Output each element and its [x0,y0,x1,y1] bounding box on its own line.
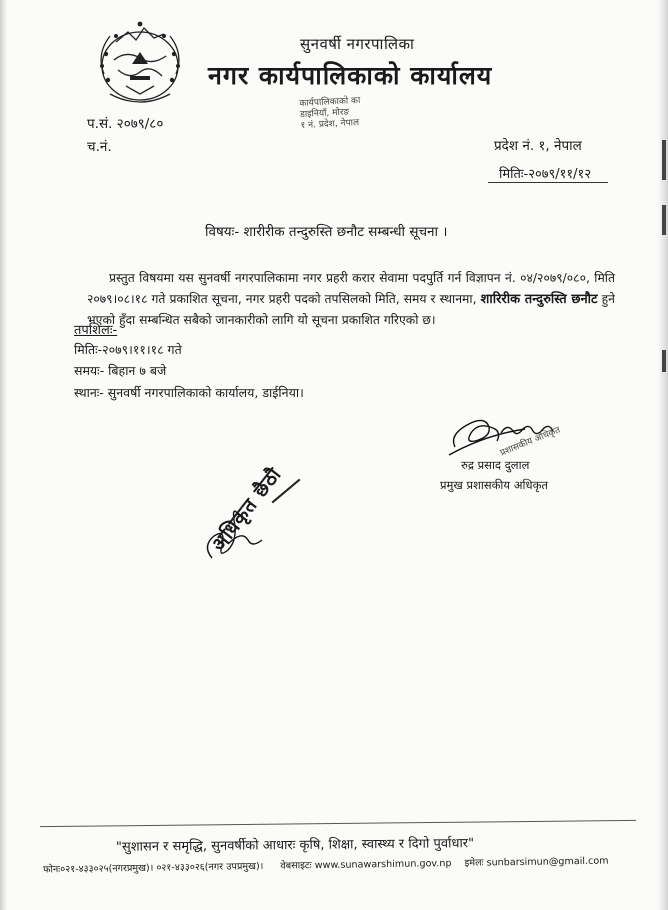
website-link[interactable]: www.sunawarshimun.gov.np [314,858,452,872]
signer-name: रुद्र प्रसाद दुलाल [461,458,530,472]
dispatch-number: च.नं. [87,139,112,155]
footer-phones: फोनः०२१-४३३०२५(नगरप्रमुख)। ०२१-४३३०२६(नगर उपप्रमुख)। [42,860,264,876]
body-text-bold: शारिरीक तन्दुरुस्ति छनौट [480,292,598,307]
footer-divider [40,820,636,827]
letter-date: मितिः-२०७९/११/१२ [499,167,592,182]
scan-mark [662,350,666,372]
signature-seal-text: प्रशासकीय अधिकृत [499,425,562,459]
body-text-part2: हुने भएको हुँदा सम्बन्धित सबैको जानकारीको लागि यो सूचना प्रकाशित गरिएको छ। [87,292,615,327]
seal-line: १ नं. प्रदेश, नेपाल [300,117,360,131]
nepal-emblem-icon [86,14,194,114]
details-date: मितिः-२०७९।११।१८ गते [74,342,182,357]
reference-number: प.सं. २०७९/८० [87,116,164,132]
scan-mark [662,205,666,235]
email-link[interactable]: sunbarsimun@gmail.com [486,855,609,869]
website-label: वेबसाइटः [280,860,312,872]
footer-contact [43,854,609,876]
office-title: नगर कार्यपालिकाको कार्यालय [208,61,493,90]
notice-body [87,268,615,331]
body-text-part1: प्रस्तुत विषयमा यस सुनवर्षी नगरपालिकामा नगर प्रहरी करार सेवामा पदपुर्ति गर्न विज्ञापन नं. ०४/२०७९/०८०, मिति २०७९।०८।१८ गते प्रकाशित सूचना, नगर प्रहरी पदको तपसिलको मिति, समय र स्थानमा, [87,271,615,306]
office-seal-text [299,93,416,133]
details-place: स्थानः- सुनवर्षी नगरपालिकाको कार्यालय, डाईनिया। [74,385,304,400]
details-time: समयः- बिहान ७ बजे [74,363,167,378]
seal-line: कार्यपालिकाको का [299,95,361,110]
municipality-name: सुनवर्षी नगरपालिका [300,35,415,53]
footer-motto: "सुशासन र समृद्धि, सुनवर्षीको आधारः कृषि, शिक्षा, स्वास्थ्य र दिगो पुर्वाधार" [115,836,475,855]
scan-edge-right [658,0,668,910]
scan-mark [662,140,666,180]
province-label: प्रदेश नं. १, नेपाल [494,138,582,154]
signer-title: प्रमुख प्रशासकीय अधिकृत [440,478,548,492]
date-underline [488,182,608,183]
authorized-stamp: अधिकृत छैठौ [207,463,286,556]
seal-line: डाइनियाँ, मोरङ [299,107,350,121]
subject-line: विषयः- शारीरीक तन्दुरुस्ति छनौट सम्बन्धी सूचना । [205,224,448,240]
email-label: इमेलः [464,857,484,869]
details-heading: तपशिलः- [74,323,118,338]
scan-edge-left [0,0,7,910]
